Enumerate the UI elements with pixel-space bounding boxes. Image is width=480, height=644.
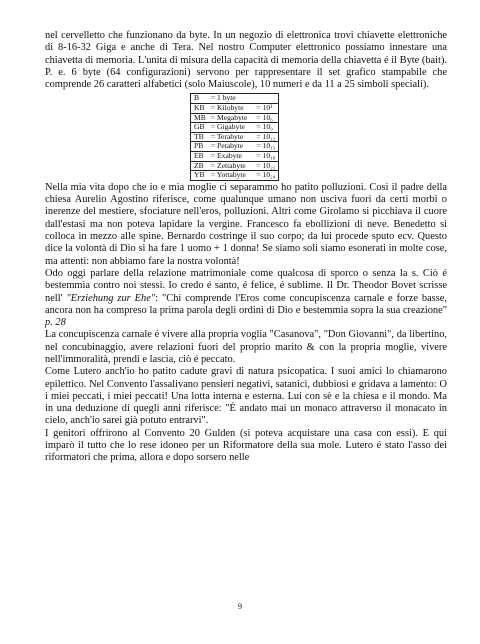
page-number: 9: [238, 602, 242, 611]
units-table-cell: = 10₆: [250, 113, 279, 123]
units-table-cell: B: [191, 94, 208, 104]
text: : "Chi comprende l'Eros come concupiscenza carnale e forze basse, ancora non ha compreso la prima parola degli ordini di Dio e bestemmia sopra la sua creazione": [45, 292, 447, 316]
paragraph-intro: nel cervelletto che funzionano da byte. In un negozio di elettronica trovi chiavette elettroniche di 8-16-32 Giga e anche di Tera. Nel nostro Computer elettronico possiamo innestare una chiavetta di memoria. L'unita di misura della capacità di memoria della chiavetta é il Byte (bait). P. e. 6 byte (64 configurazioni) servono per rappresentare il set grafico stampabile che comprende 26 caratteri alfabetici (solo Maiuscole), 10 numeri e da 11 a 25 simboli speciali).: [45, 30, 447, 91]
units-table-cell: PB: [191, 142, 208, 152]
units-table-cell: = Petabyte: [208, 142, 251, 152]
paragraph-pollution: Nella mia vita dopo che io e mia moglie ci separammo ho patito polluzioni. Così il padre della chiesa Aurelio Agostino riferisce, come qualunque umano non usciva fuori da certi morbi o inerenze del mestiere, sfociature nell'eros, polluzioni. Altri come Girolamo si picchiava il cuore dall'estasi ma non poteva lapidare la vergine. Francesco fa ebollizioni di neve. Benedetto si colloca in mezzo alle spine. Bernardo costringe il suo corpo; da lui procede sputo ecv. Questo dice la volontà di Dio si ha fare 1 uomo + 1 donna! Se siamo soli siamo esonerati in molte cose, ma attenti: non abbiamo fare la nostra volontà!: [45, 181, 447, 267]
units-table-row: [191, 152, 279, 162]
byte-units-table: [190, 93, 279, 180]
paragraph-marriage: [45, 268, 447, 329]
units-table-cell: = Terabyte: [208, 132, 251, 142]
units-table-row: [191, 171, 279, 181]
units-table-cell: = 10₂₄: [250, 171, 279, 181]
units-table-cell: = Yottabyte: [208, 171, 251, 181]
units-table-cell: = 10³: [250, 104, 279, 114]
units-table-cell: = Exabyte: [208, 152, 251, 162]
units-table-cell: = 10₁₂: [250, 132, 279, 142]
units-table-row: [191, 123, 279, 133]
units-table-cell: EB: [191, 152, 208, 162]
units-table-cell: TB: [191, 132, 208, 142]
paragraph-concupiscence: La concupiscenza carnale é vivere alla propria voglia "Casanova", "Don Giovanni", da libertino, nel concubinaggio, avere relazioni fuori del proprio marito & con la propria moglie, vivere nell'immoralità, prendi e lascia, ciò é peccato.: [45, 329, 447, 365]
text: Odo oggi parlare della relazione matrimoniale come qualcosa di sporco o senza la s. Ciò é bestemmia contro noi stessi. Io credo é santo, é felice, é sublime. Il Dr. Theodor Bovet scrisse nell': [45, 267, 447, 304]
units-table-row: [191, 104, 279, 114]
units-table-cell: = 10₁₈: [250, 152, 279, 162]
units-table-cell: = 10₂₁: [250, 161, 279, 171]
units-table-cell: = Kilobyte: [208, 104, 251, 114]
paragraph-luther: Come Lutero anch'io ho patito cadute gravi di natura psicopatica. I suoi amici lo chiamarono epilettico. Nel Convento l'assalivano pensieri negativi, satanici, dubbiosi e gridava a lamento: O i miei peccati, i miei peccati! Una lotta interna e esterna. Lui con sè e la chiesa e il mondo. Ma in una deduzione di quegli anni riferisce: "É andato mai un monaco attraverso il monacato in cielo, anch'io sarei già potuto entrarvi".: [45, 366, 447, 427]
units-table-cell: KB: [191, 104, 208, 114]
paragraph-parents: I genitori offrirono al Convento 20 Gulden (si poteva acquistare una casa con essi). E qui imparò il tutto che lo rese idoneo per un Riformatore della sua mole. Lutero é stato l'asso dei riformatori che prima, allora e dopo sorsero nelle: [45, 427, 447, 464]
units-table-cell: YB: [191, 171, 208, 181]
units-table-cell: = Zettabyte: [208, 161, 251, 171]
document-page: [45, 30, 447, 465]
units-table-cell: = 1 byte: [208, 94, 251, 104]
units-table-cell: ZB: [191, 161, 208, 171]
units-table-cell: GB: [191, 123, 208, 133]
units-table-cell: = Megabyte: [208, 113, 251, 123]
units-table-cell: MB: [191, 113, 208, 123]
book-title: "Erziehung zur Ehe": [66, 292, 156, 304]
units-table-cell: = 10₉: [250, 123, 279, 133]
units-table-cell: = 10₁₅: [250, 142, 279, 152]
units-table-cell: = Gigabyte: [208, 123, 251, 133]
page-reference: p. 28: [45, 317, 66, 329]
